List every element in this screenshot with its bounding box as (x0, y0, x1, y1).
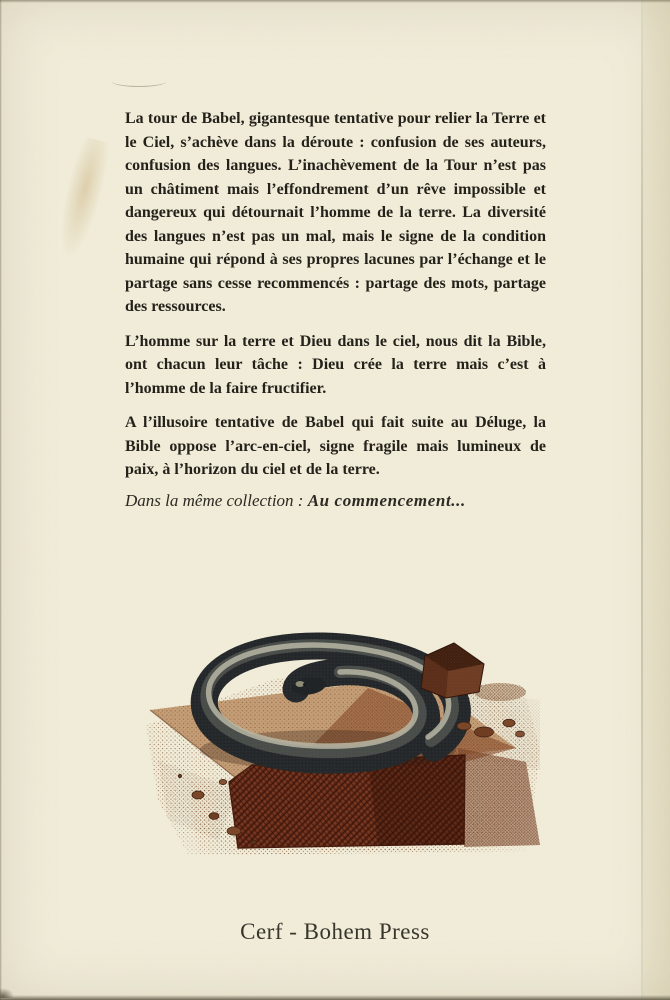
collection-line (125, 491, 565, 511)
snake-on-stone-illustration (128, 630, 548, 860)
cover-edge-shading (643, 0, 670, 1000)
paragraph-homme-dieu: L’homme sur la terre et Dieu dans le ciel, nous dit la Bible, ont chacun leur tâche : Dieu crée la terre mais c’est à l’homme de la faire fructifier. (125, 332, 546, 397)
scan-edge-left (0, 0, 2, 1000)
paragraph-arc-en-ciel: A l’illusoire tentative de Babel qui fait suite au Déluge, la Bible oppose l’arc-en-ciel, signe fragile mais lumineux de paix, à l’horizon du ciel et de la terre. (125, 414, 546, 478)
rock (421, 643, 526, 701)
collection-prefix: Dans la même collection : (125, 491, 308, 510)
publisher-imprint: Cerf - Bohem Press (240, 919, 430, 944)
paper-scratch (112, 76, 166, 87)
paragraph-babel: La tour de Babel, gigantesque tentative pour relier la Terre et le Ciel, s’achève dans la déroute : confusion de ses auteurs, confusion des langues. L’inachèvement de la Tour n’est pas un châtiment mais l’effondrement d’un rêve impossible et dangereux qui détournait l’homme de la terre. La diversité des langues n’est pas un mal, mais le signe de la condition humaine qui répond à ses propres lacunes par l’échange et le partage sans cesse recommencés : partage des mots, partage des ressources. (125, 110, 546, 315)
blurb-text (125, 107, 546, 493)
collection-title: Au commencement... (307, 491, 466, 510)
scan-edge-top (0, 0, 670, 3)
scan-edge-bottom (0, 995, 670, 1000)
scan-corner-spot (0, 988, 14, 998)
paper-stain (49, 136, 114, 266)
